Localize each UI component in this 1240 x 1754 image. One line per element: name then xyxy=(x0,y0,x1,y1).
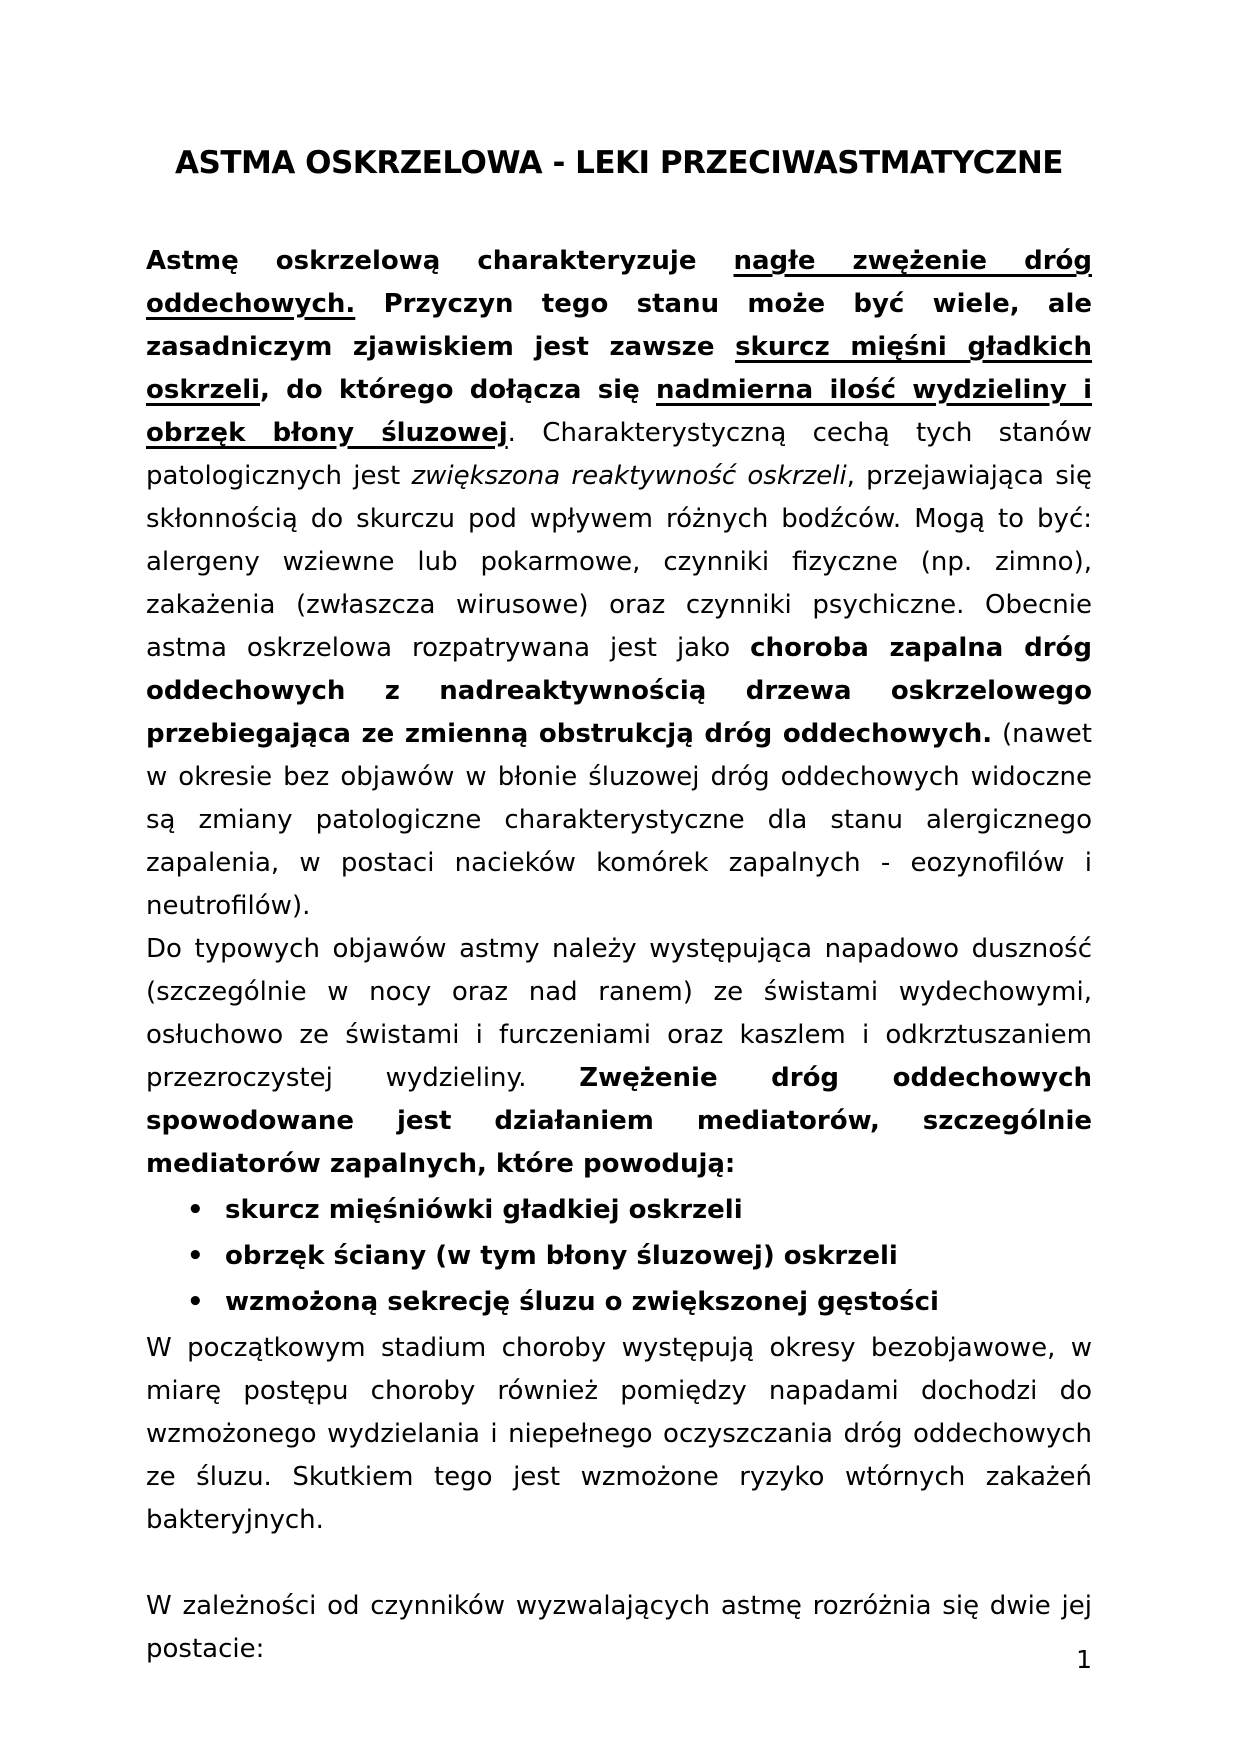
bullet-icon: • xyxy=(187,1287,204,1317)
text-run: (nawet w okresie bez objawów w błonie śluzowej dróg oddechowych widoczne są zmiany patologiczne charakterystyczne dla stanu alergicznego zapalenia, w postaci nacieków komórek zapalnych - eozynofilów i neutrofilów). xyxy=(146,719,1092,921)
list-item-text: wzmożoną sekrecję śluzu o zwiększonej gęstości xyxy=(225,1287,939,1317)
mediator-effects-list xyxy=(146,1189,1092,1324)
text-run: Astmę oskrzelową charakteryzuje xyxy=(146,246,734,276)
list-item-text: obrzęk ściany (w tym błony śluzowej) oskrzeli xyxy=(225,1241,898,1271)
list-item xyxy=(146,1281,1092,1324)
list-item xyxy=(146,1189,1092,1232)
text-run-underlined: nagłe zwężenie dróg oddechowych. xyxy=(146,246,1092,319)
paragraph-asthma-symptoms xyxy=(146,928,1092,1186)
page-content xyxy=(146,146,1092,1671)
text-run-italic: zwiększona reaktywność oskrzeli xyxy=(411,461,847,491)
bullet-icon: • xyxy=(187,1241,204,1271)
text-run: Do typowych objawów astmy należy występująca napadowo duszność (szczególnie w nocy oraz nad ranem) ze świstami wydechowymi, osłuchowo ze świstami i furczeniami oraz kaszlem i odkrztuszaniem przezroczystej wydzieliny. xyxy=(146,934,1092,1093)
text-run: , przejawiająca się skłonnością do skurczu pod wpływem różnych bodźców. Mogą to być: alergeny wziewne lub pokarmowe, czynniki fizyczne (np. zimno), zakażenia (zwłaszcza wirusowe) oraz czynniki psychiczne. Obecnie astma oskrzelowa rozpatrywana jest jako xyxy=(146,461,1092,663)
text-run: , do którego dołącza się xyxy=(260,375,656,405)
list-item-text: skurcz mięśniówki gładkiej oskrzeli xyxy=(225,1195,743,1225)
page-number: 1 xyxy=(1076,1645,1092,1674)
paragraph-disease-progression: W początkowym stadium choroby występują okresy bezobjawowe, w miarę postępu choroby również pomiędzy napadami dochodzi do wzmożonego wydzielania i niepełnego oczyszczania dróg oddechowych ze śluzu. Skutkiem tego jest wzmożone ryzyko wtórnych zakażeń bakteryjnych. xyxy=(146,1333,1092,1535)
text-run-underlined: nadmierna ilość wydzieliny i obrzęk błony śluzowej xyxy=(146,375,1092,448)
document-body xyxy=(146,240,1092,1671)
bullet-icon: • xyxy=(187,1195,204,1225)
text-run-bold: Zwężenie dróg oddechowych spowodowane jest działaniem mediatorów, szczególnie mediatorów zapalnych, które powodują: xyxy=(146,1063,1092,1179)
paragraph-asthma-definition xyxy=(146,240,1092,928)
text-run: Przyczyn tego stanu może być wiele, ale zasadniczym zjawiskiem jest zawsze xyxy=(146,289,1092,362)
document-title: ASTMA OSKRZELOWA - LEKI PRZECIWASTMATYCZNE xyxy=(175,145,1063,181)
list-item xyxy=(146,1235,1092,1278)
text-run-underlined: skurcz mięśni gładkich oskrzeli xyxy=(146,332,1092,405)
paragraph-asthma-types-intro: W zależności od czynników wyzwalających astmę rozróżnia się dwie jej postacie: xyxy=(146,1591,1092,1664)
text-run-bold: choroba zapalna dróg oddechowych z nadreaktywnością drzewa oskrzelowego przebiegająca ze zmienną obstrukcją dróg oddechowych. xyxy=(146,633,1093,749)
text-run: . Charakterystyczną cechą tych stanów patologicznych jest xyxy=(146,418,1092,491)
